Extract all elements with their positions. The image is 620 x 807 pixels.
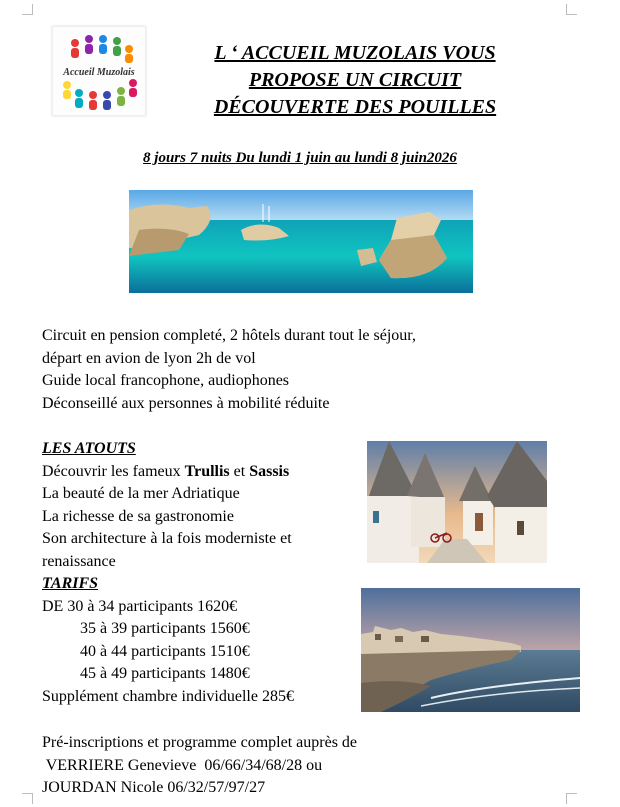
trip-dates: 8 jours 7 nuits Du lundi 1 juin au lundi 8 juin2026 xyxy=(143,150,457,166)
tarifs-section xyxy=(42,573,294,708)
tarif-row: 40 à 44 participants 1510€ xyxy=(80,642,250,660)
tarif-row: 35 à 39 participants 1560€ xyxy=(80,620,250,637)
sea-coast-photo xyxy=(129,190,473,293)
atouts-heading: LES ATOUTS xyxy=(42,440,136,457)
coastal-town-photo xyxy=(361,588,580,712)
crop-mark-top-left xyxy=(22,4,33,15)
trulli-street-photo xyxy=(367,441,547,563)
crop-mark-top-right xyxy=(566,4,577,15)
title-line-3: DÉCOUVERTE DES POUILLES xyxy=(213,96,497,118)
tarifs-heading: TARIFS xyxy=(42,575,99,592)
title-line-2: PROPOSE UN CIRCUIT xyxy=(248,69,462,91)
atouts-item-text: Découvrir les fameux xyxy=(42,462,185,480)
contact-line: VERRIERE Genevieve 06/66/34/68/28 ou xyxy=(42,756,323,774)
intro-line: départ en avion de lyon 2h de vol xyxy=(42,349,256,367)
intro-line: Guide local francophone, audiophones xyxy=(42,372,290,389)
tarif-row: 45 à 49 participants 1480€ xyxy=(80,665,250,682)
sassis-label: Sassis xyxy=(249,462,290,480)
page-title xyxy=(160,40,550,121)
trullis-label: Trullis xyxy=(184,462,230,480)
contact-line: JOURDAN Nicole 06/32/57/97/27 xyxy=(42,779,266,796)
atouts-item: Son architecture à la fois moderniste et xyxy=(42,530,292,547)
contact-line: Pré-inscriptions et programme complet auprès de xyxy=(42,734,358,751)
intro-line: Déconseillé aux personnes à mobilité réduite xyxy=(42,394,330,412)
association-logo xyxy=(52,26,146,116)
atouts-section xyxy=(42,438,292,573)
atouts-item: renaissance xyxy=(42,552,116,570)
intro-line: Circuit en pension completé, 2 hôtels durant tout le séjour, xyxy=(42,327,416,344)
atouts-item: La richesse de sa gastronomie xyxy=(42,507,234,525)
single-room-supplement: Supplément chambre individuelle 285€ xyxy=(42,687,294,705)
tarif-row: DE 30 à 34 participants 1620€ xyxy=(42,597,238,615)
logo-text: Accueil Muzolais xyxy=(63,67,135,78)
intro-paragraph xyxy=(42,325,416,415)
contact-section xyxy=(42,732,357,800)
atouts-item: La beauté de la mer Adriatique xyxy=(42,485,240,502)
crop-mark-bottom-right xyxy=(566,793,577,804)
atouts-item-text: et xyxy=(229,462,250,480)
title-line-1: L ‘ ACCUEIL MUZOLAIS VOUS xyxy=(214,42,496,64)
atouts-item xyxy=(42,461,292,484)
crop-mark-bottom-left xyxy=(22,793,33,804)
